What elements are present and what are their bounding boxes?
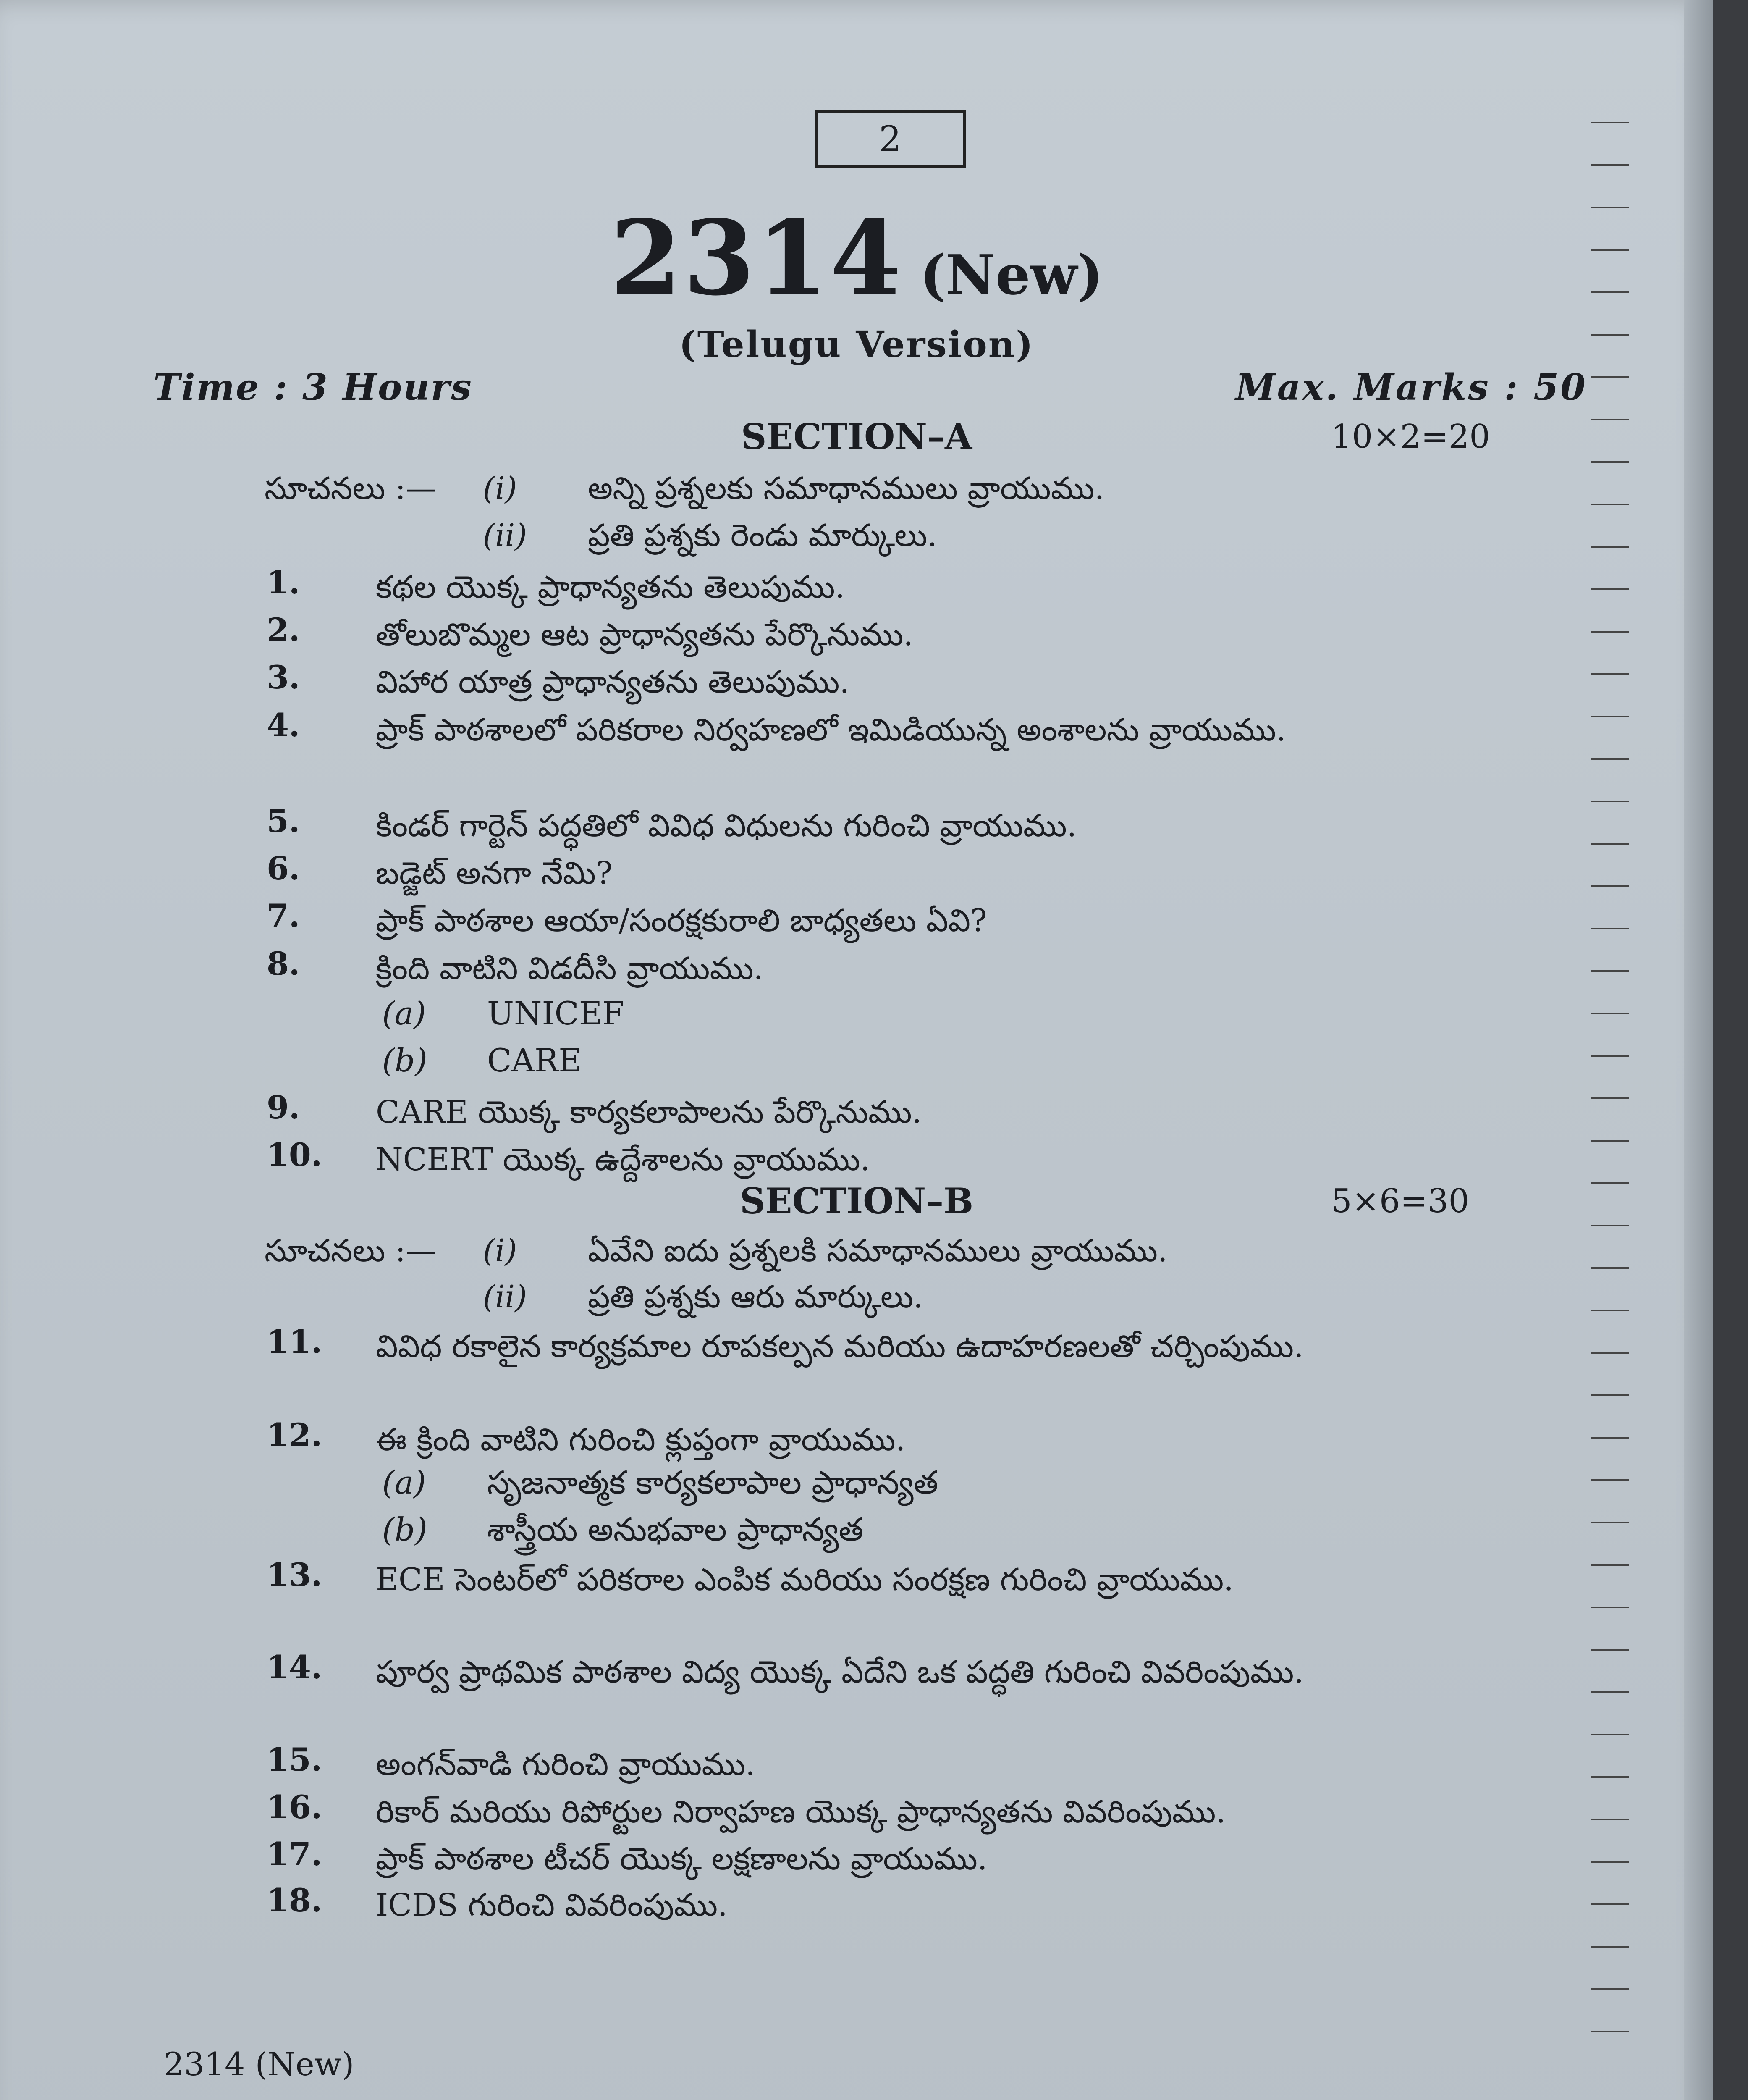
question-number: 13. (267, 1556, 322, 1593)
question-number: 11. (267, 1323, 322, 1360)
question-number: 1. (267, 564, 300, 601)
time-allowed: Time : 3 Hours (153, 366, 473, 409)
question-text: CARE యొక్క కార్యకలాపాలను పేర్కొనుము. (376, 1094, 922, 1130)
sub-question-number: (a) (382, 995, 426, 1032)
question-number: 12. (267, 1416, 322, 1454)
question-text: పూర్వ ప్రాథమిక పాఠశాల విద్య యొక్క ఏదేని ఒక పద్ధతి గురించి వివరింపుము. (376, 1654, 1304, 1690)
section-b-title: SECTION–B (739, 1180, 974, 1222)
question-text: అంగన్‌వాడి గురించి వ్రాయుము. (376, 1746, 755, 1782)
section-b-note-num: (ii) (483, 1279, 527, 1315)
max-marks: Max. Marks : 50 (1235, 366, 1587, 409)
question-number: 14. (267, 1648, 322, 1686)
sub-question-number: (b) (382, 1042, 427, 1079)
question-number: 6. (267, 850, 300, 887)
question-number: 17. (267, 1835, 322, 1873)
question-text: ఈ క్రింది వాటిని గురించి క్లుప్తంగా వ్రాయుము. (376, 1422, 906, 1458)
question-number: 15. (267, 1741, 322, 1778)
sub-question-text: UNICEF (487, 995, 624, 1032)
page-number-box (815, 110, 966, 168)
question-number: 9. (267, 1089, 300, 1126)
margin-arrow-marks (1591, 105, 1629, 2037)
section-b-note-num: (i) (483, 1233, 517, 1269)
question-number: 18. (267, 1882, 322, 1919)
sub-question-text: సృజనాత్మక కార్యకలాపాల ప్రాధాన్యత (487, 1464, 938, 1501)
sub-question-text: శాస్త్రీయ అనుభవాల ప్రాధాన్యత (487, 1511, 864, 1548)
question-number: 4. (267, 706, 300, 744)
question-number: 10. (267, 1136, 322, 1173)
footer-code: 2314 (New) (164, 2045, 354, 2083)
question-number: 7. (267, 897, 300, 934)
question-text: ICDS గురించి వివరింపుము. (376, 1887, 728, 1923)
section-a-marks: 10×2=20 (1331, 418, 1490, 456)
question-number: 16. (267, 1788, 322, 1826)
sub-question-number: (a) (382, 1464, 426, 1501)
section-b-note-text: ఏవేని ఐదు ప్రశ్నలకి సమాధానములు వ్రాయుము. (588, 1233, 1168, 1269)
question-text: వివిధ రకాలైన కార్యక్రమాల రూపకల్పన మరియు ఉదాహరణలతో చర్చింపుము. (376, 1328, 1304, 1365)
question-text: ప్రాక్ పాఠశాలలో పరికరాల నిర్వహణలో ఇమిడియున్న అంశాలను వ్రాయుము. (376, 712, 1286, 748)
question-text: బడ్జెట్ అనగా నేమి? (376, 855, 613, 891)
question-text: ECE సెంటర్‌లో పరికరాల ఎంపిక మరియు సంరక్షణ గురించి వ్రాయుము. (376, 1562, 1234, 1598)
question-text: ప్రాక్ పాఠశాల ఆయా/సంరక్షకురాలి బాధ్యతలు ఏవి? (376, 903, 987, 939)
question-text: కిండర్ గార్టెన్ పద్ధతిలో వివిధ విధులను గురించి వ్రాయుము. (376, 808, 1077, 844)
paper-title (0, 197, 1713, 318)
section-a-note-num: (i) (483, 470, 517, 507)
question-number: 2. (267, 611, 300, 648)
paper-version: (Telugu Version) (679, 323, 1034, 366)
section-b-note-label: సూచనలు :— (265, 1233, 437, 1269)
question-text: తోలుబొమ్మల ఆట ప్రాధాన్యతను పేర్కొనుము. (376, 617, 913, 653)
question-text: విహార యాత్ర ప్రాధాన్యతను తెలుపుము. (376, 664, 850, 700)
question-text: క్రింది వాటిని విడదీసి వ్రాయుము. (376, 950, 763, 987)
paper-code: 2314 (610, 197, 903, 318)
sub-question-number: (b) (382, 1511, 427, 1548)
section-a-note-num: (ii) (483, 517, 527, 554)
section-a-title: SECTION–A (741, 416, 972, 457)
section-b-note-text: ప్రతి ప్రశ్నకు ఆరు మార్కులు. (588, 1279, 923, 1315)
section-a-note-text: ప్రతి ప్రశ్నకు రెండు మార్కులు. (588, 517, 937, 554)
question-text: ప్రాక్ పాఠశాల టీచర్ యొక్క లక్షణాలను వ్రాయుము. (376, 1841, 988, 1877)
question-text: రికార్ మరియు రిపోర్టుల నిర్వాహణ యొక్క ప్రాధాన్యతను వివరింపుము. (376, 1794, 1226, 1830)
paper-variant: (New) (920, 243, 1103, 307)
question-text: కథల యొక్క ప్రాధాన్యతను తెలుపుము. (376, 569, 845, 605)
section-a-note-label: సూచనలు :— (265, 470, 437, 507)
question-number: 3. (267, 659, 300, 696)
question-text: NCERT యొక్క ఉద్దేశాలను వ్రాయుము. (376, 1142, 870, 1178)
section-a-note-text: అన్ని ప్రశ్నలకు సమాధానములు వ్రాయుము. (588, 470, 1105, 507)
question-number: 5. (267, 802, 300, 840)
question-number: 8. (267, 945, 300, 982)
sub-question-text: CARE (487, 1042, 582, 1079)
section-b-marks: 5×6=30 (1331, 1182, 1470, 1220)
page-number: 2 (879, 118, 902, 160)
